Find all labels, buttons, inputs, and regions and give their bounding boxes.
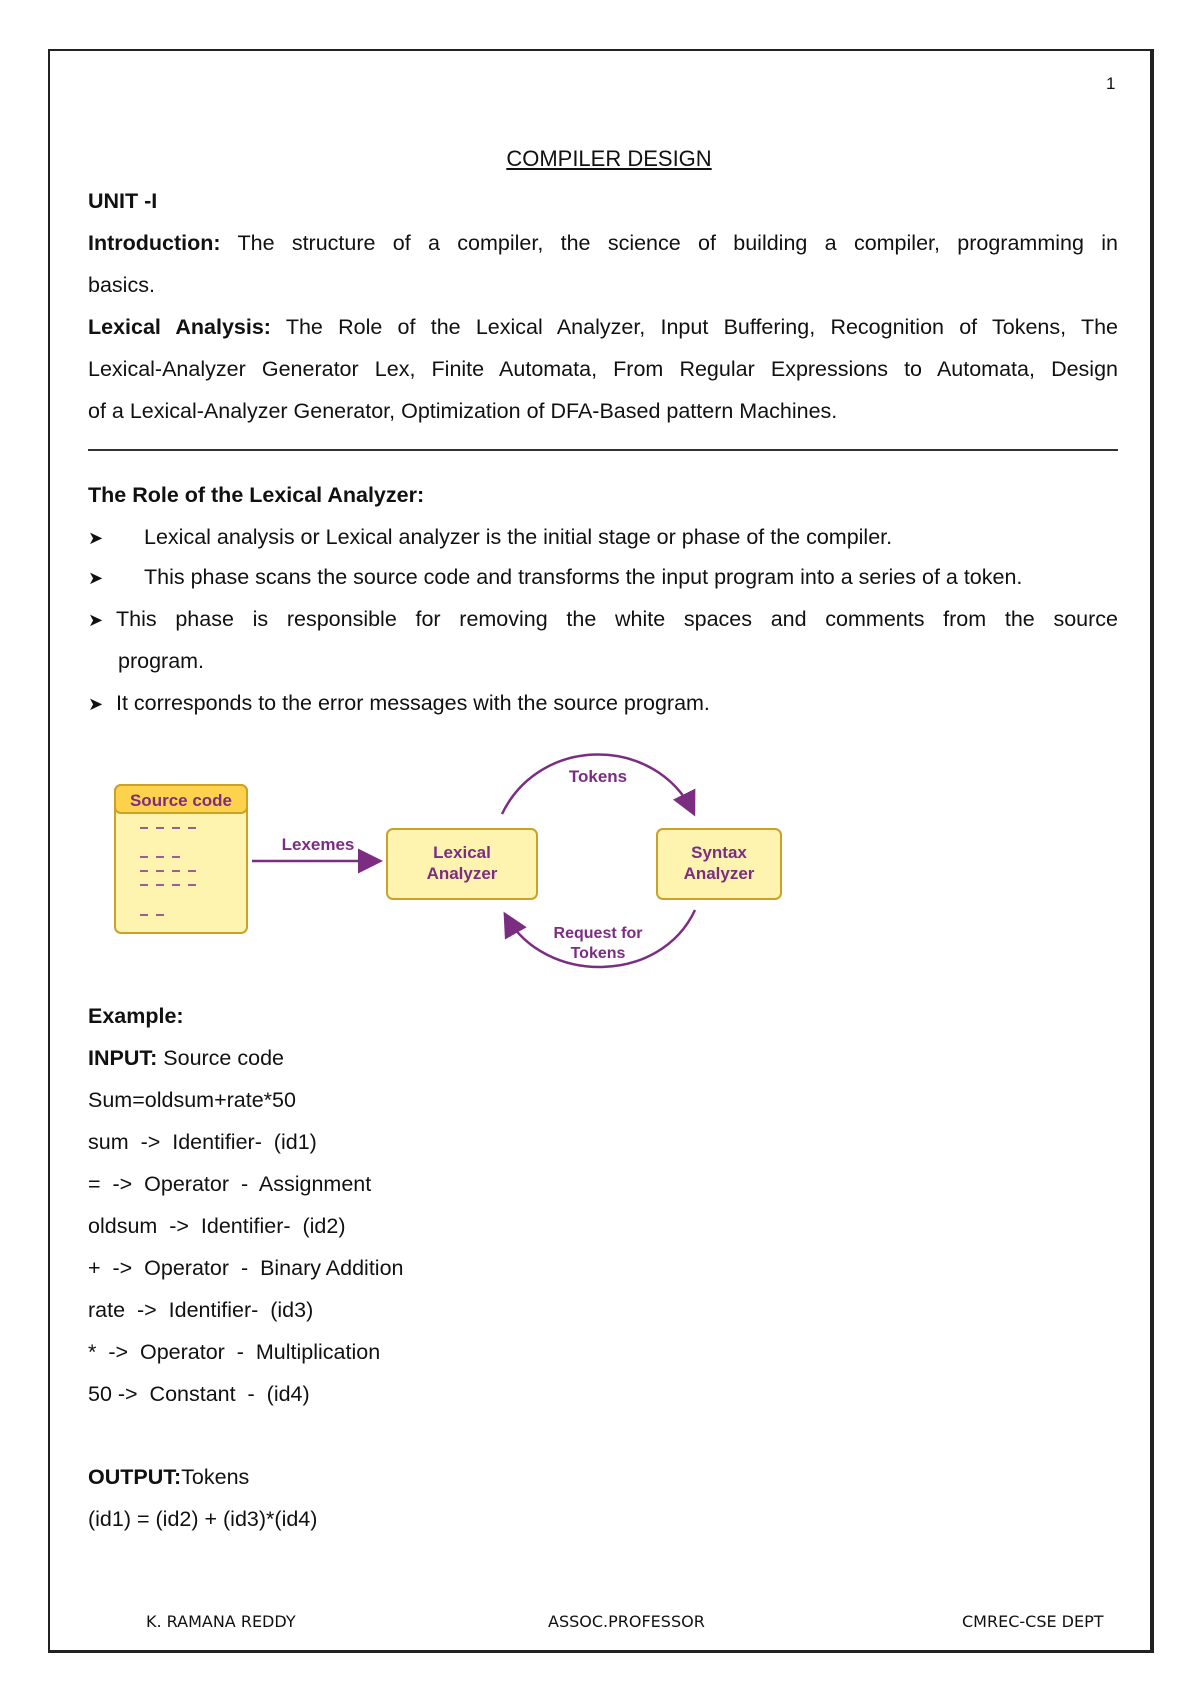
lex-label: Lexical Analysis: [88,315,271,339]
token-line: sum -> Identifier- (id1) [88,1130,317,1154]
unit-label: UNIT -I [88,189,158,213]
arrow-bullet-icon: ➤ [88,568,104,588]
source-code-box [115,785,247,933]
intro-line-2: basics. [88,273,155,297]
input-label: INPUT: [88,1046,158,1070]
arrow-bullet-icon: ➤ [88,694,104,714]
footer-author: K. RAMANA REDDY [146,1612,296,1631]
source-code-label: Source code [129,791,233,810]
input-text: Source code [163,1046,284,1070]
output-line [88,1456,1118,1498]
input-line [88,1037,1118,1079]
token-line: rate -> Identifier- (id3) [88,1298,314,1322]
token-line: 50 -> Constant - (id4) [88,1382,310,1406]
lexical-analyzer-box [387,829,537,899]
intro-text-1: The structure of a compiler, the science of building a compiler, programming in [237,231,1118,255]
bullet-item: ➤ This phase is responsible for removing the white spaces and comments from the source [88,598,1118,641]
section-divider [88,449,1118,451]
footer-designation: ASSOC.PROFESSOR [548,1612,705,1631]
token-line: = -> Operator - Assignment [88,1172,372,1196]
lexical-analyzer-label-2: Analyzer [426,864,498,883]
request-label-2: Tokens [570,945,626,962]
section-heading: The Role of the Lexical Analyzer: [88,483,425,507]
output-tokens: (id1) = (id2) + (id3)*(id4) [88,1507,318,1531]
intro-line-1 [88,222,1118,264]
arrow-bullet-icon: ➤ [88,610,104,630]
intro-label: Introduction: [88,231,221,255]
lex-line-3: of a Lexical-Analyzer Generator, Optimization of DFA-Based pattern Machines. [88,399,838,423]
document-title: COMPILER DESIGN [506,146,712,171]
arrow-bullet-icon: ➤ [88,528,104,548]
page-number: 1 [1106,74,1116,93]
syntax-analyzer-box [657,829,781,899]
bullet-continuation: program. [118,649,205,673]
bullet-item: ➤ Lexical analysis or Lexical analyzer is the initial stage or phase of the compiler. [88,516,1118,559]
footer-department: CMREC-CSE DEPT [962,1612,1104,1631]
syntax-analyzer-label-1: Syntax [691,843,747,862]
token-line: * -> Operator - Multiplication [88,1340,381,1364]
output-text: Tokens [181,1465,250,1489]
lexemes-label: Lexemes [281,835,355,854]
tokens-label: Tokens [568,767,628,786]
lexical-analyzer-diagram [100,740,800,980]
example-statement: Sum=oldsum+rate*50 [88,1088,296,1112]
output-label: OUTPUT: [88,1465,182,1489]
lex-text-1: The Role of the Lexical Analyzer, Input Buffering, Recognition of Tokens, The [285,315,1118,339]
bullet-item: ➤ This phase scans the source code and transforms the input program into a series of a token. [88,556,1118,599]
syntax-analyzer-label-2: Analyzer [683,864,755,883]
lexical-analyzer-label-1: Lexical [433,843,491,862]
bullet-item: ➤ It corresponds to the error messages with the source program. [88,682,1118,725]
lex-line-2: Lexical-Analyzer Generator Lex, Finite Automata, From Regular Expressions to Automata, Design [88,357,1118,381]
request-label-1: Request for [553,925,643,942]
token-line: + -> Operator - Binary Addition [88,1256,404,1280]
token-line: oldsum -> Identifier- (id2) [88,1214,346,1238]
example-heading: Example: [88,1004,184,1028]
lex-line-1 [88,306,1118,348]
